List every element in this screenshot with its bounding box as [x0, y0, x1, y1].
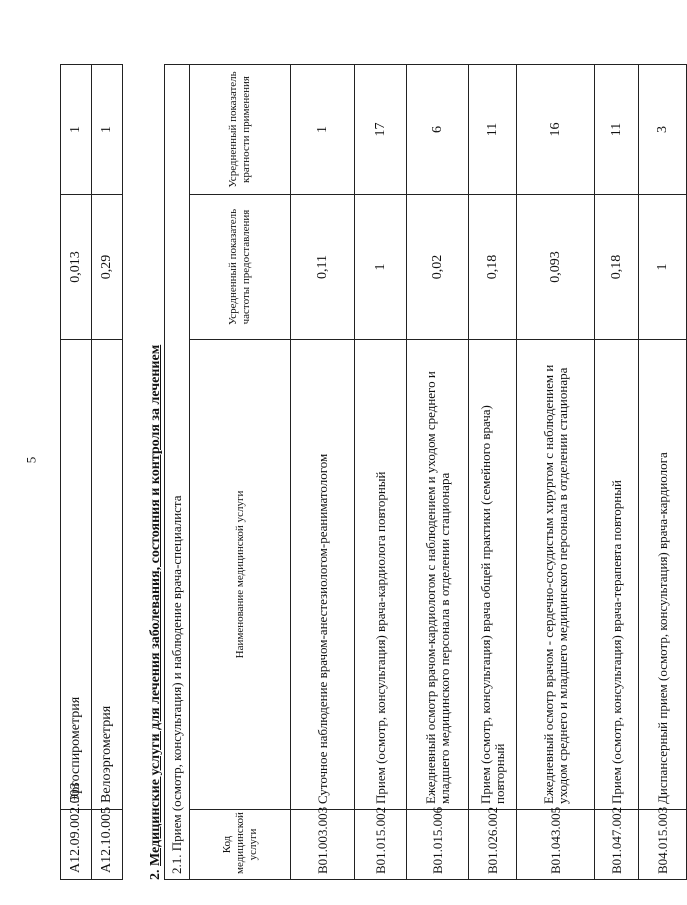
header-name: Наименование медицинской услуги — [190, 340, 291, 810]
service-code: A12.09.002.003 — [61, 810, 92, 880]
subsection-row — [165, 64, 190, 879]
service-code: B01.015.006 — [407, 810, 469, 880]
multiplicity-value: 1 — [92, 65, 123, 195]
treatment-services-table — [164, 64, 687, 880]
table-row — [469, 64, 517, 879]
service-code: B01.015.002 — [355, 810, 407, 880]
service-code: B01.047.002 — [595, 810, 639, 880]
header-code: Код медицинской услуги — [190, 810, 291, 880]
section-number: 2. — [148, 869, 163, 880]
frequency-value: 0,02 — [407, 195, 469, 340]
service-name: Диспансерный прием (осмотр, консультация) врача-кардиолога — [639, 340, 687, 810]
multiplicity-value: 11 — [595, 64, 639, 194]
service-name: Велоэргометрия — [92, 340, 123, 810]
rotated-page-content — [60, 65, 670, 880]
table-row — [407, 64, 469, 879]
table-row — [595, 64, 639, 879]
table-row — [92, 65, 123, 880]
header-row — [190, 64, 291, 879]
page-number: 5 — [23, 456, 39, 464]
table-row — [291, 64, 355, 879]
top-services-table — [60, 64, 123, 880]
table-row — [355, 64, 407, 879]
service-code: A12.10.005 — [92, 810, 123, 880]
multiplicity-value: 16 — [517, 64, 595, 194]
frequency-value: 0,18 — [469, 195, 517, 340]
service-name: Прием (осмотр, консультация) врача общей практики (семейного врача) повторный — [469, 340, 517, 810]
frequency-value: 0,29 — [92, 195, 123, 340]
frequency-value: 0,18 — [595, 195, 639, 340]
multiplicity-value: 3 — [639, 64, 687, 194]
service-code: B04.015.003 — [639, 810, 687, 880]
table-row — [61, 65, 92, 880]
section-heading — [148, 65, 164, 880]
service-name: Прием (осмотр, консультация) врача-кардиолога повторный — [355, 340, 407, 810]
section-title: Медицинские услуги для лечения заболевания, состояния и контроля за лечением — [148, 344, 163, 866]
header-frequency: Усредненный показатель частоты предоставления — [190, 195, 291, 340]
service-name: Эргоспирометрия — [61, 340, 92, 810]
multiplicity-value: 1 — [291, 64, 355, 194]
frequency-value: 0,093 — [517, 195, 595, 340]
service-name: Прием (осмотр, консультация) врача-терапевта повторный — [595, 340, 639, 810]
frequency-value: 0,11 — [291, 195, 355, 340]
multiplicity-value: 11 — [469, 64, 517, 194]
service-code: B01.043.005 — [517, 810, 595, 880]
multiplicity-value: 1 — [61, 65, 92, 195]
service-name: Ежедневный осмотр врачом-кардиологом с наблюдением и уходом среднего и младшего медицинского персонала в отделении стационара — [407, 340, 469, 810]
subsection-title: 2.1. Прием (осмотр, консультация) и наблюдение врача-специалиста — [165, 64, 190, 879]
table-row — [517, 64, 595, 879]
header-multiplicity: Усредненный показатель кратности применения — [190, 64, 291, 194]
service-name: Ежедневный осмотр врачом - сердечно-сосудистым хирургом с наблюдением и уходом среднего и младшего медицинского персонала в отделении стационара — [517, 340, 595, 810]
service-code: B01.003.003 — [291, 810, 355, 880]
service-name: Суточное наблюдение врачом-анестезиологом-реаниматологом — [291, 340, 355, 810]
frequency-value: 1 — [355, 195, 407, 340]
frequency-value: 1 — [639, 195, 687, 340]
table-row — [639, 64, 687, 879]
multiplicity-value: 17 — [355, 64, 407, 194]
frequency-value: 0,013 — [61, 195, 92, 340]
multiplicity-value: 6 — [407, 64, 469, 194]
service-code: B01.026.002 — [469, 810, 517, 880]
